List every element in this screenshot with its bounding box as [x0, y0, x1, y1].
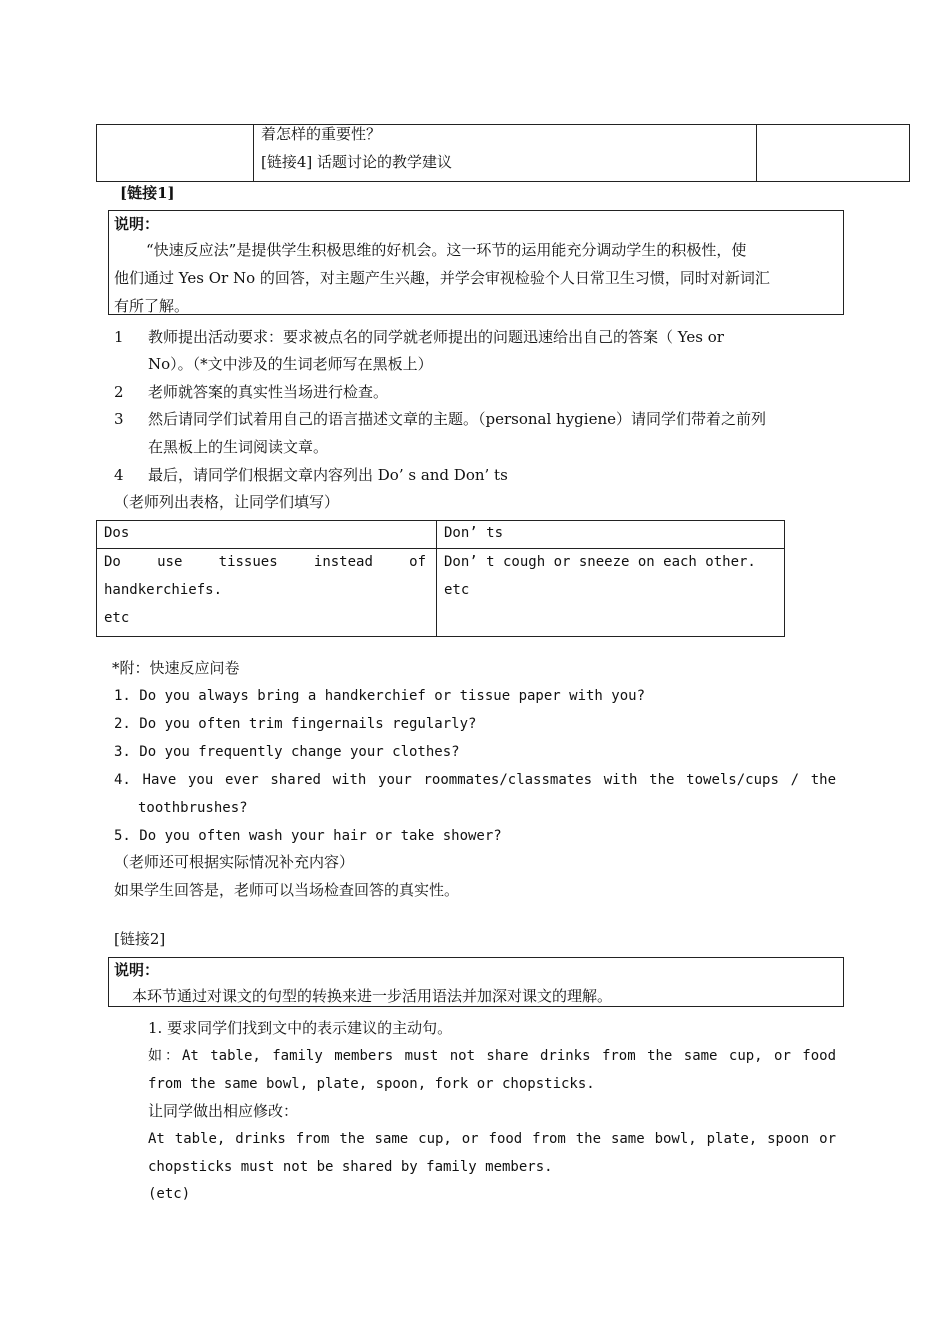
etc-text: (etc) [148, 1186, 191, 1202]
donts-cell-line: Don’ t cough or sneeze on each other. [444, 554, 756, 570]
step-text: 最后，请同学们根据文章内容列出 Do’ s and Don’ ts [148, 466, 508, 484]
link2-box-line: 本环节通过对课文的句型的转换来进一步活用语法并加深对课文的理解。 [132, 987, 613, 1005]
table-divider [97, 548, 784, 549]
appendix-title: *附：快速反应问卷 [112, 659, 240, 677]
link1-note-box [108, 210, 844, 315]
dos-cell-line: Do use tissues instead of [104, 554, 426, 570]
donts-cell-line: etc [444, 582, 470, 598]
dos-donts-table [96, 520, 785, 637]
step-number: 2 [114, 383, 124, 401]
question: 5. Do you often wash your hair or take shower? [114, 828, 502, 844]
question-continued: toothbrushes? [138, 800, 248, 816]
step-text: 然后请同学们试着用自己的语言描述文章的主题。（personal hygiene）请同学们带着之前列 [148, 410, 766, 428]
step-text: No）。（*文中涉及的生词老师写在黑板上） [148, 355, 433, 373]
link1-heading: [链接1] [120, 184, 175, 202]
question: 3. Do you frequently change your clothes? [114, 744, 460, 760]
table-divider [756, 125, 757, 181]
dos-cell-line: handkerchiefs. [104, 582, 223, 598]
question: 4. Have you ever shared with your roommates/classmates with the towels/cups / the [114, 772, 836, 788]
step-text: 在黑板上的生词阅读文章。 [148, 438, 329, 456]
link2-box-title: 说明： [114, 961, 160, 979]
donts-header: Don’ ts [444, 525, 504, 541]
step-number: 4 [114, 466, 124, 484]
dos-cell-line: etc [104, 610, 130, 626]
step-text: 老师就答案的真实性当场进行检查。 [148, 383, 389, 401]
link1-box-line: 他们通过 Yes Or No 的回答，对主题产生兴趣，并学会审视检验个人日常卫生习惯，同时对新词汇 [114, 269, 770, 287]
table-divider [253, 125, 254, 181]
example-line: from the same bowl, plate, spoon, fork or chopsticks. [148, 1076, 595, 1092]
link1-box-line: 有所了解。 [114, 297, 190, 315]
instruction: 让同学做出相应修改： [148, 1102, 299, 1120]
top-table-line-1: 着怎样的重要性？ [261, 125, 382, 143]
step-text: 教师提出活动要求：要求被点名的同学就老师提出的问题迅速给出自己的答案（ Yes or [148, 328, 724, 346]
step-number: 1 [114, 328, 124, 346]
note: 如果学生回答是，老师可以当场检查回答的真实性。 [114, 881, 460, 899]
note: （老师还可根据实际情况补充内容） [114, 853, 355, 871]
top-table [96, 124, 910, 182]
link2-item: 1. 要求同学们找到文中的表示建议的主动句。 [148, 1019, 453, 1037]
question: 1. Do you always bring a handkerchief or tissue paper with you? [114, 688, 646, 704]
link2-heading: [链接2] [114, 930, 166, 948]
dos-header: Dos [104, 525, 130, 541]
top-table-line-2: [链接4] 话题讨论的教学建议 [261, 153, 453, 171]
question: 2. Do you often trim fingernails regularly? [114, 716, 477, 732]
table-divider [436, 521, 437, 636]
link1-box-line: “快速反应法”是提供学生积极思维的好机会。这一环节的运用能充分调动学生的积极性，使 [146, 241, 747, 259]
step-number: 3 [114, 410, 124, 428]
link1-box-title: 说明： [114, 215, 160, 233]
table-note: （老师列出表格，让同学们填写） [114, 493, 340, 511]
answer-line: chopsticks must not be shared by family members. [148, 1159, 553, 1175]
answer-line: At table, drinks from the same cup, or food from the same bowl, plate, spoon or [148, 1131, 836, 1147]
example-line: 如：At table, family members must not share drinks from the same cup, or food [148, 1048, 836, 1064]
